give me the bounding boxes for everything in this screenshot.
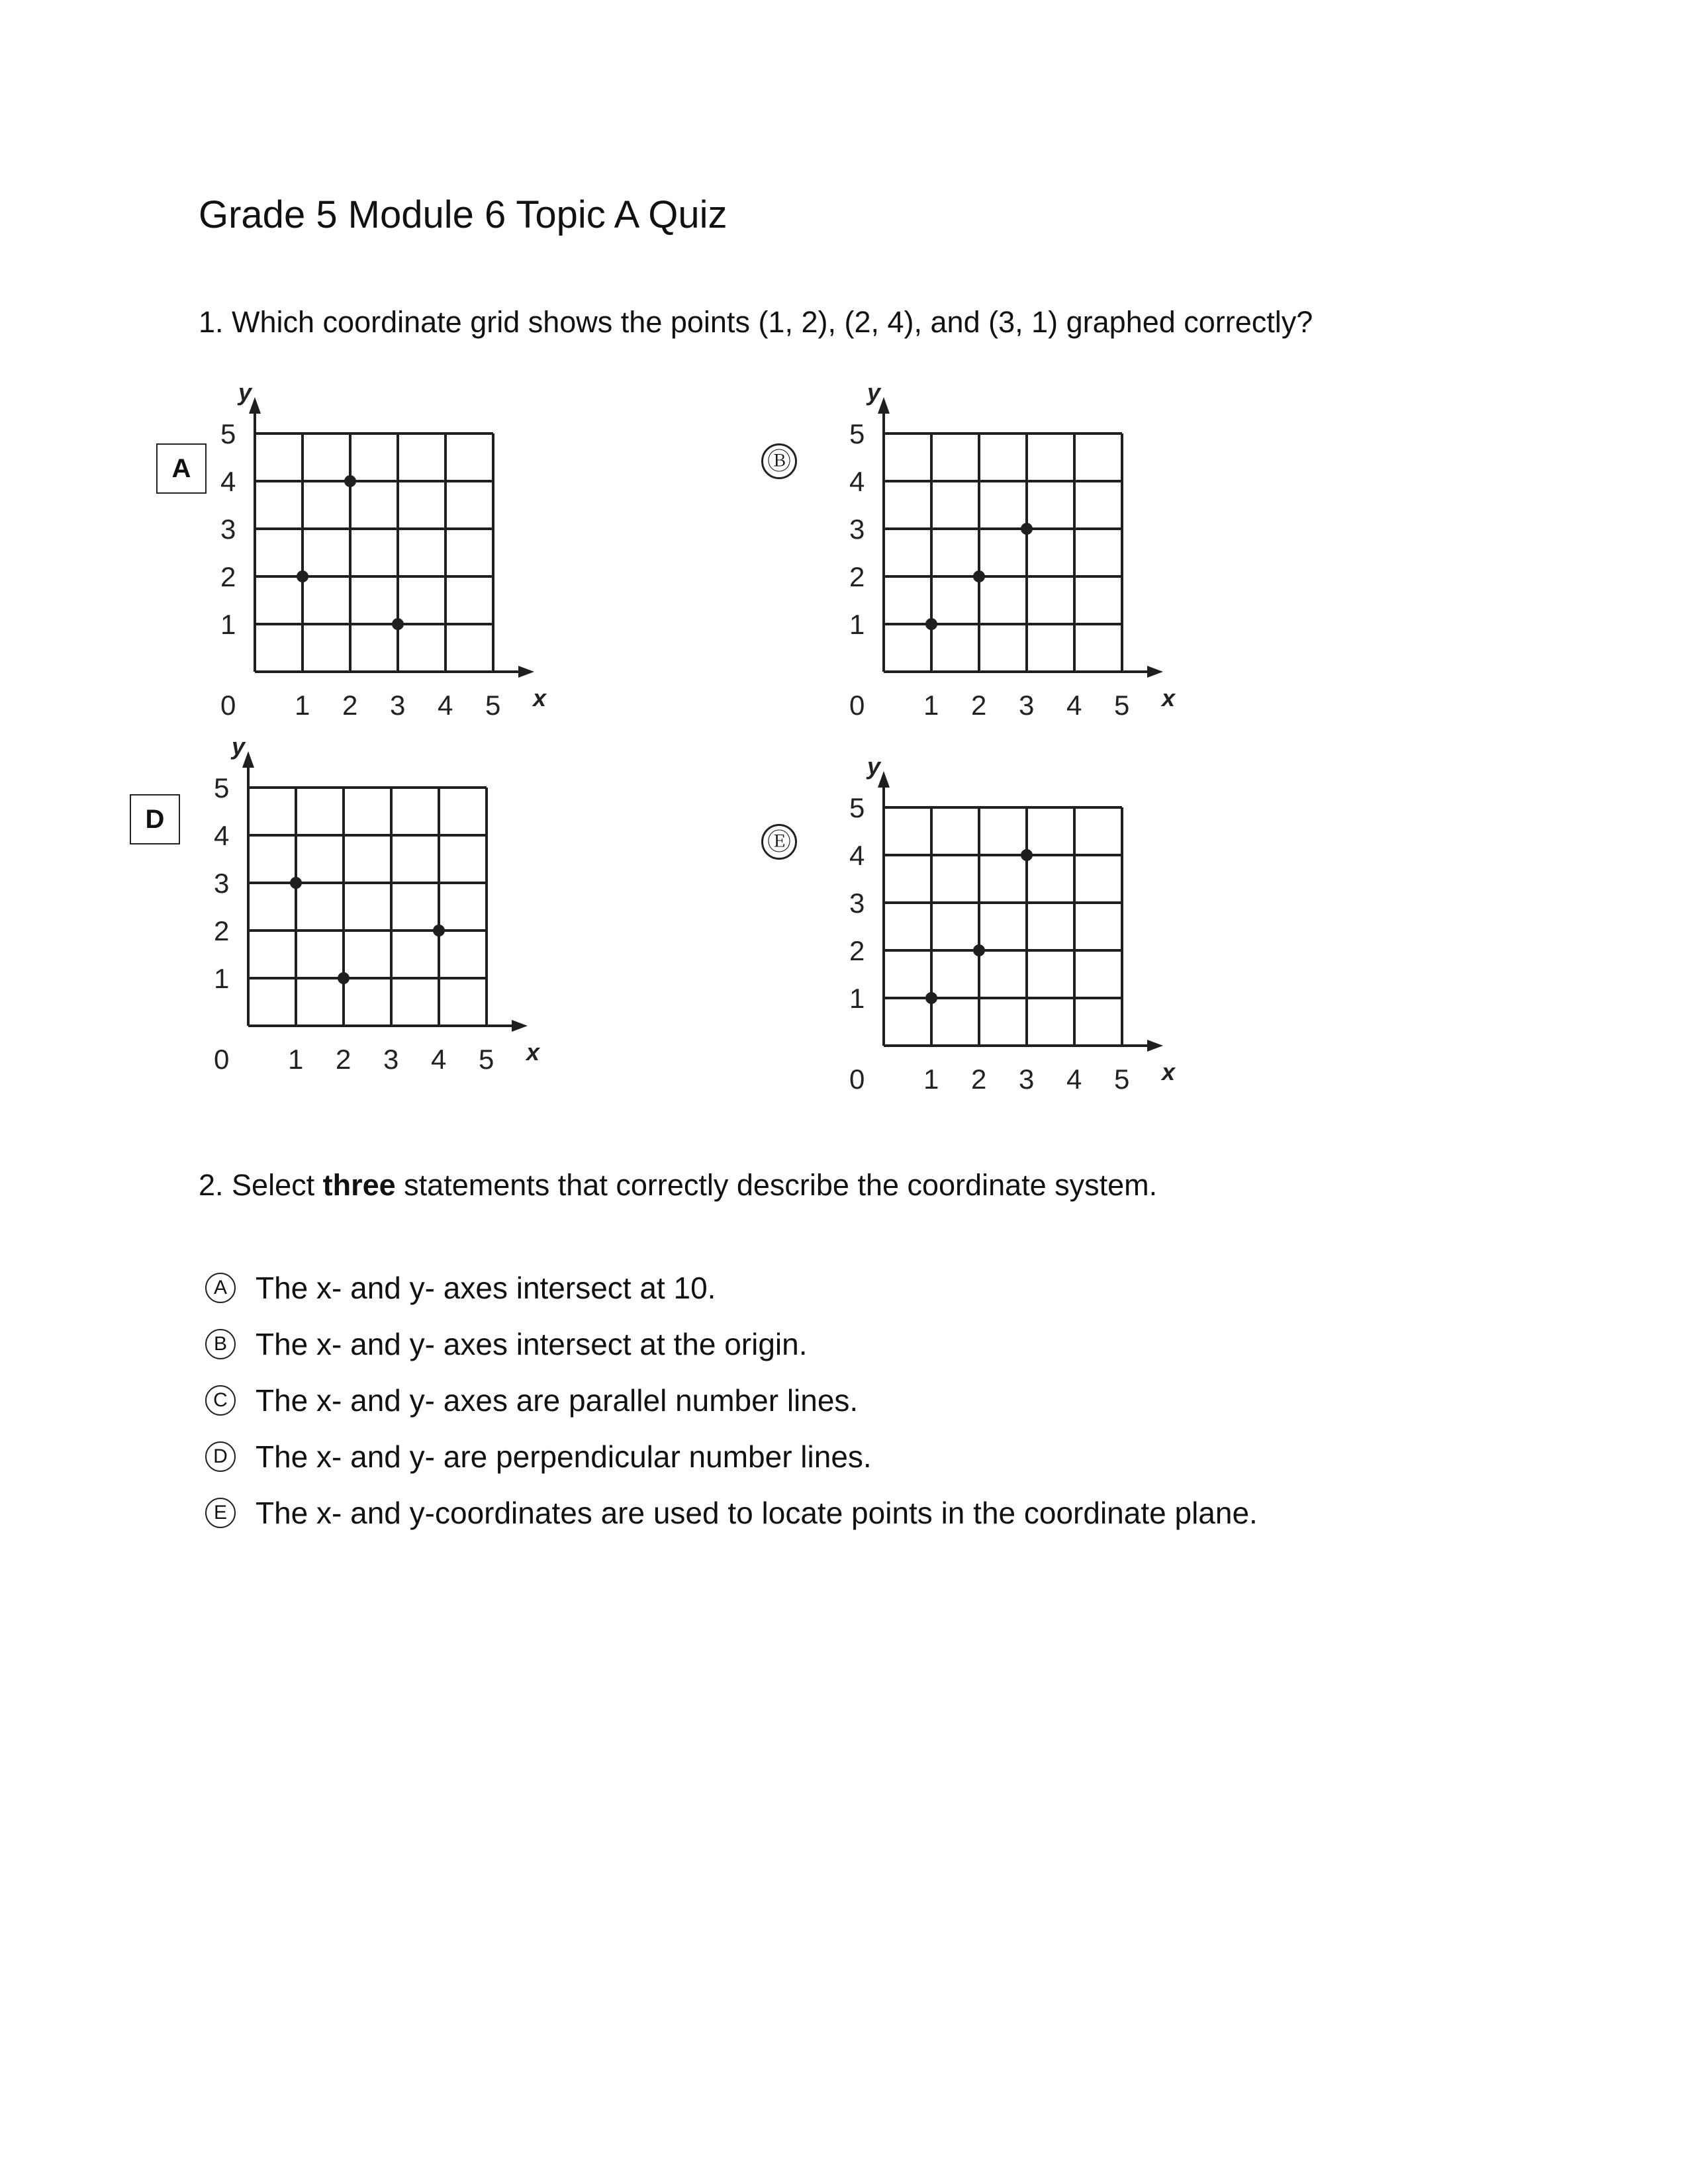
grid-b-y-tick-label: 3 (849, 514, 865, 545)
grid-d-x-arrow-icon (512, 1020, 528, 1032)
grid-d-point (433, 925, 445, 936)
question-2-prefix: 2. Select (199, 1168, 323, 1202)
grid-d-x-tick-label: 2 (336, 1044, 352, 1075)
grid-e-y-tick-label: 2 (849, 935, 865, 966)
coordinate-grid-b (827, 379, 1198, 735)
grid-b-x-tick-label: 4 (1066, 690, 1082, 721)
grid-b-point (1021, 523, 1033, 535)
coordinate-grid-e (827, 752, 1198, 1109)
grid-e-point (1021, 849, 1033, 861)
grid-e-point (925, 992, 937, 1004)
grid-e-x-tick-label: 1 (923, 1064, 939, 1095)
option-b-text: The x- and y- axes intersect at the origin. (256, 1327, 808, 1361)
grid-a-x-label: x (533, 684, 547, 711)
grid-a-x-tick-label: 5 (485, 690, 501, 721)
option-e-text: The x- and y-coordinates are used to locate points in the coordinate plane. (256, 1496, 1258, 1530)
grid-d-point (290, 877, 302, 889)
option-e-letter: E (205, 1498, 236, 1528)
grid-e-y-tick-label: 1 (849, 983, 865, 1014)
page-title: Grade 5 Module 6 Topic A Quiz (199, 193, 727, 236)
grid-d-x-tick-label: 5 (479, 1044, 494, 1075)
option-a-letter: A (205, 1273, 236, 1303)
grid-b-point (973, 570, 985, 582)
grid-b-x-label: x (1162, 684, 1176, 711)
option-b-letter: B (205, 1329, 236, 1359)
grid-a-point (297, 570, 308, 582)
grid-a-x-tick-label: 2 (342, 690, 358, 721)
grid-e-y-tick-label: 3 (849, 887, 865, 919)
option-d-text: The x- and y- are perpendicular number lines. (256, 1439, 872, 1474)
coordinate-grid-d (192, 733, 563, 1089)
grid-b-y-tick-label: 1 (849, 609, 865, 640)
grid-d-point (338, 972, 350, 984)
grid-d-x-tick-label: 1 (288, 1044, 304, 1075)
grid-a-point (392, 618, 404, 630)
grid-b-x-tick-label: 1 (923, 690, 939, 721)
grid-d-x-tick-label: 4 (431, 1044, 447, 1075)
grid-b-y-label: y (867, 379, 881, 406)
grid-a-y-tick-label: 1 (220, 609, 236, 640)
grid-a-x-tick-label: 1 (295, 690, 310, 721)
grid-e-x-tick-label: 4 (1066, 1064, 1082, 1095)
choice-d-label[interactable]: D (130, 794, 180, 844)
grid-b-y-tick-label: 2 (849, 561, 865, 592)
option-b[interactable] (205, 1324, 808, 1364)
grid-a-origin-label: 0 (220, 690, 236, 721)
grid-b-x-tick-label: 5 (1114, 690, 1130, 721)
grid-d-y-tick-label: 2 (214, 915, 230, 946)
question-2-text (199, 1170, 1157, 1200)
grid-b-x-tick-label: 2 (971, 690, 987, 721)
grid-d-y-tick-label: 3 (214, 868, 230, 899)
choice-e-label[interactable]: Ⓔ (761, 824, 797, 860)
grid-e-origin-label: 0 (849, 1064, 865, 1095)
option-d-letter: D (205, 1441, 236, 1472)
grid-e-point (973, 944, 985, 956)
grid-e-x-label: x (1162, 1058, 1176, 1085)
option-e[interactable] (205, 1493, 1258, 1533)
option-c-text: The x- and y- axes are parallel number lines. (256, 1383, 859, 1418)
grid-b-point (925, 618, 937, 630)
grid-a-y-label: y (238, 379, 252, 406)
grid-e-y-label: y (867, 752, 881, 780)
grid-a-y-tick-label: 4 (220, 466, 236, 497)
grid-b-x-arrow-icon (1147, 666, 1163, 678)
question-2-suffix: statements that correctly describe the coordinate system. (395, 1168, 1158, 1202)
grid-d-origin-label: 0 (214, 1044, 230, 1075)
grid-d-y-label: y (232, 733, 246, 760)
grid-a-y-tick-label: 3 (220, 514, 236, 545)
grid-b-y-tick-label: 5 (849, 418, 865, 449)
choice-a-label[interactable]: A (156, 443, 207, 494)
grid-e-x-tick-label: 2 (971, 1064, 987, 1095)
option-a-text: The x- and y- axes intersect at 10. (256, 1271, 716, 1305)
grid-d-y-tick-label: 1 (214, 963, 230, 994)
grid-b-origin-label: 0 (849, 690, 865, 721)
grid-d-x-label: x (526, 1038, 540, 1066)
grid-d-y-tick-label: 5 (214, 772, 230, 803)
option-d[interactable] (205, 1437, 872, 1477)
coordinate-grid-a (199, 379, 569, 735)
grid-e-x-tick-label: 3 (1019, 1064, 1035, 1095)
option-c-letter: C (205, 1385, 236, 1416)
grid-e-x-arrow-icon (1147, 1040, 1163, 1052)
grid-d-y-tick-label: 4 (214, 820, 230, 851)
grid-a-x-tick-label: 3 (390, 690, 406, 721)
question-1-text: 1. Which coordinate grid shows the points (1, 2), (2, 4), and (3, 1) graphed correctly? (199, 305, 1313, 339)
choice-b-label[interactable]: Ⓑ (761, 443, 797, 479)
grid-a-point (344, 475, 356, 487)
grid-e-x-tick-label: 5 (1114, 1064, 1130, 1095)
grid-a-y-tick-label: 5 (220, 418, 236, 449)
grid-b-y-tick-label: 4 (849, 466, 865, 497)
option-c[interactable] (205, 1381, 858, 1420)
grid-d-x-tick-label: 3 (383, 1044, 399, 1075)
grid-e-y-tick-label: 5 (849, 792, 865, 823)
grid-a-x-arrow-icon (518, 666, 534, 678)
grid-e-y-tick-label: 4 (849, 840, 865, 871)
question-2-bold: three (322, 1168, 396, 1202)
grid-a-x-tick-label: 4 (438, 690, 453, 721)
grid-b-x-tick-label: 3 (1019, 690, 1035, 721)
option-a[interactable] (205, 1268, 716, 1308)
grid-a-y-tick-label: 2 (220, 561, 236, 592)
